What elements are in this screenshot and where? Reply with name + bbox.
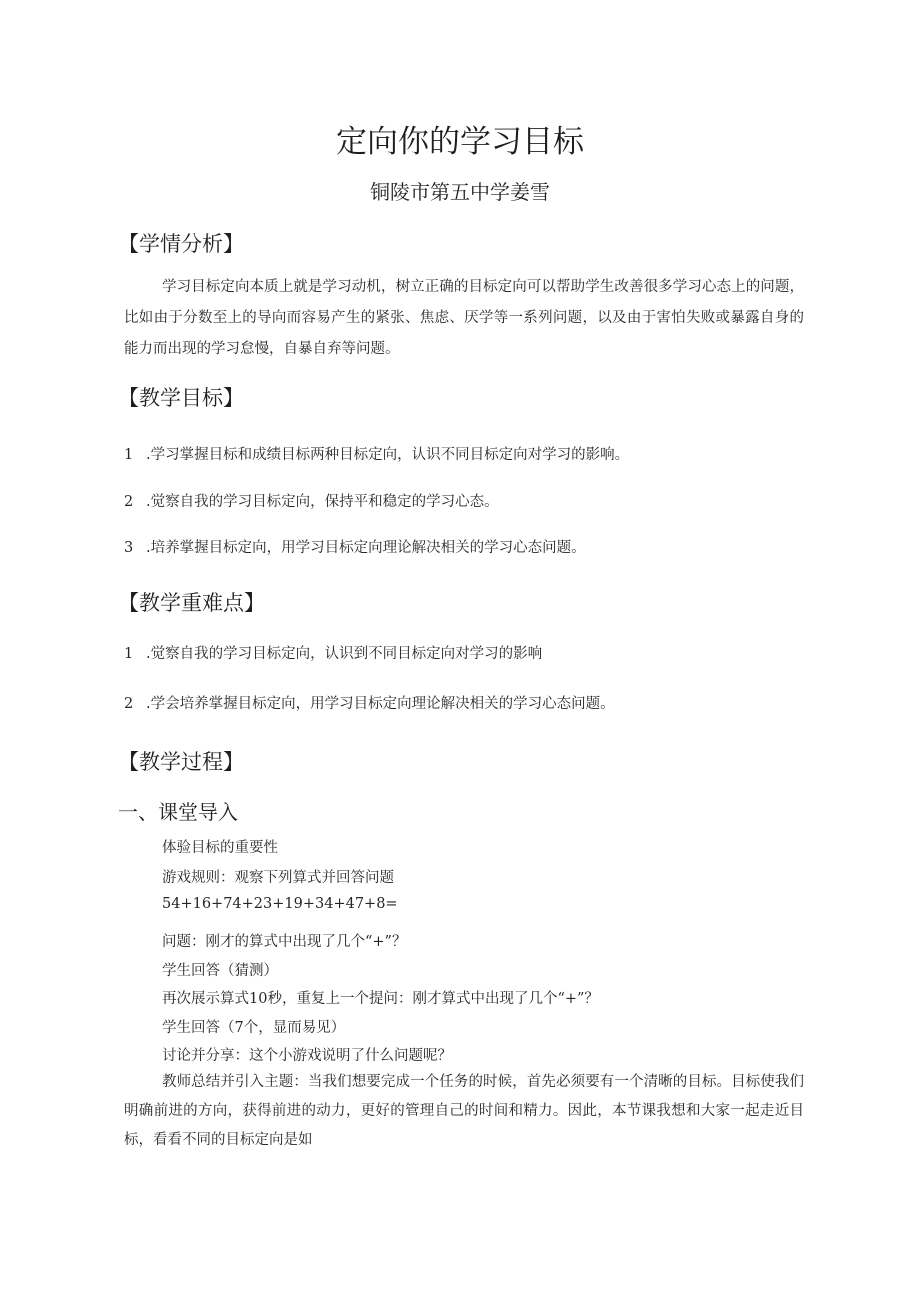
author-line: 铜陵市第五中学姜雪 xyxy=(370,180,550,204)
process-line: 再次展示算式10秒，重复上一个提问：刚才算式中出现了几个“+”？ xyxy=(162,991,599,1007)
goal-item xyxy=(124,536,586,557)
goal-item xyxy=(124,490,499,511)
analysis-paragraph: 学习目标定向本质上就是学习动机，树立正确的目标定向可以帮助学生改善很多学习心态上的问题，比如由于分数至上的导向而容易产生的紧张、焦虑、厌学等一系列问题，以及由于害怕失败或暴露自身的能力而出现的学习怠慢，自暴自弃等问题。 xyxy=(124,279,804,357)
process-line: 问题：刚才的算式中出现了几个“+”？ xyxy=(162,934,407,950)
goal-number: 3 xyxy=(124,540,134,556)
goal-number: 1 xyxy=(124,447,134,463)
summary-paragraph: 教师总结并引入主题：当我们想要完成一个任务的时候，首先必须要有一个清晰的目标。目标使我们明确前进的方向，获得前进的动力，更好的管理自己的时间和精力。因此，本节课我想和大家一起走近目标，看看不同的目标定向是如 xyxy=(124,1074,804,1148)
goal-number: 2 xyxy=(124,494,134,510)
goal-text: .培养掌握目标定向，用学习目标定向理论解决相关的学习心态问题。 xyxy=(146,540,586,556)
process-line: 讨论并分享：这个小游戏说明了什么问题呢？ xyxy=(162,1048,452,1064)
process-line: 学生回答（7个，显而易见） xyxy=(162,1020,346,1036)
goal-item xyxy=(124,443,629,464)
section-title: 一、课堂导入 xyxy=(118,800,238,824)
key-point-item xyxy=(124,692,615,713)
key-point-number: 2 xyxy=(124,696,134,712)
heading-process: 【教学过程】 xyxy=(118,750,244,774)
process-line: 游戏规则：观察下列算式并回答问题 xyxy=(162,870,394,886)
document-title: 定向你的学习目标 xyxy=(336,124,584,160)
heading-analysis: 【学情分析】 xyxy=(118,232,244,256)
heading-goals: 【教学目标】 xyxy=(118,386,244,410)
key-point-number: 1 xyxy=(124,646,134,662)
key-point-item xyxy=(124,642,542,663)
goal-text: .觉察自我的学习目标定向，保持平和稳定的学习心态。 xyxy=(146,494,499,510)
process-line: 54+16+74+23+19+34+47+8= xyxy=(162,896,398,912)
goal-text: .学习掌握目标和成绩目标两种目标定向，认识不同目标定向对学习的影响。 xyxy=(146,447,630,463)
key-point-text: .学会培养掌握目标定向，用学习目标定向理论解决相关的学习心态问题。 xyxy=(146,696,615,712)
key-point-text: .觉察自我的学习目标定向，认识到不同目标定向对学习的影响 xyxy=(146,646,543,662)
heading-key-points: 【教学重难点】 xyxy=(118,591,265,615)
process-line: 体验目标的重要性 xyxy=(162,840,278,856)
process-line: 学生回答（猜测） xyxy=(162,963,278,979)
